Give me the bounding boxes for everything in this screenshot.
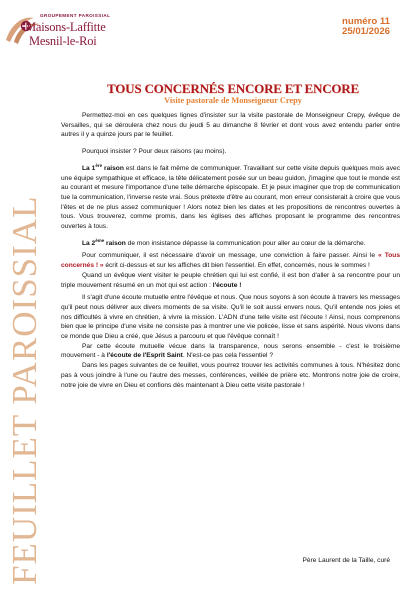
article-body <box>61 111 400 390</box>
issue-date: 25/01/2026 <box>341 26 390 37</box>
issue-number: numéro 11 <box>342 16 390 27</box>
paragraph-reason-two: La 2ème raison de mon insistance dépasse la communication pour aller au cœur de la démarche. <box>82 237 366 247</box>
parish-logo <box>4 6 112 70</box>
paragraph-intro: Permettez-moi en ces quelques lignes d'insister sur la visite pastorale de Monseigneur Crepy, évêque de Versailles, qui se déroulera chez nous du jeudi 5 au dimanche 8 février et dont vous avez entendu parler entre autres il y a quinze jours par le feuillet. <box>61 112 400 139</box>
article-subtitle: Visite pastorale de Monseigneur Crepy <box>164 96 302 105</box>
paragraph-why: Pourquoi insister ? Pour deux raisons (au moins). <box>82 148 227 156</box>
parish-name-line2: Mesnil-le-Roi <box>29 34 97 48</box>
paragraph-message: Pour communiquer, il est nécessaire d'avoir un message, une conviction à faire passer. Ainsi le « Tous concernés ! » écrit ci-dessus et sur les affiches dit bien l'essentiel. En effet, concernés, nous le sommes ! <box>61 252 400 270</box>
highlight-tous-concernes: « Tous concernés ! » <box>61 252 400 270</box>
issue-info <box>342 17 390 37</box>
paragraph-holy-spirit: Par cette écoute mutuelle vécue dans la transparence, nous serons ensemble - c'est le troisième mouvement - à l'écoute de l'Esprit Saint. N'est-ce pas cela l'essentiel ? <box>61 342 400 360</box>
vertical-title: FEUILLET PAROISSIAL <box>5 195 44 585</box>
paragraph-reason-one: La 1ère raison est dans le fait même de communiquer. Travaillant sur cette visite depuis quelques mois avec une équipe sympathique et efficace, la tête délicatement posée sur un beau guidon, j'imagine que tout le monde est au courant et mesure l'importance d'une telle démarche épiscopale. Et je peux imaginer que trop de communication tue la communication, l'inverse reste vrai. Sous prétexte d'être au courant, mon erreur consisterait à croire que vous l'êtes et de ne plus assez communiquer ! Alors notez bien les dates et les propositions de rencontres ouvertes à tous. Vous trouverez, comme promis, dans les églises des affiches proposant le programme des rencontres ouvertes à tous. <box>61 162 400 231</box>
parish-name-line1: Maisons-Laffitte <box>25 20 106 34</box>
group-label: GROUPEMENT PAROISSIAL <box>40 13 111 18</box>
paragraph-mutual-listening: Il s'agit d'une écoute mutuelle entre l'évêque et nous. Que nous soyons à son écoute à travers les messages qu'il peut nous délivrer aux divers moments de sa visite. Qu'il le soit aussi envers nous. Qu'il entende nos joies et nos difficultés à vivre en chrétien, à vivre la mission. L'ADN d'une telle visite est l'écoute ! Ainsi, nous comprenons bien que le principe d'une visite ne consiste pas à montrer une vie policée, lisse et sans aspérité. Nous vivons dans ce monde que Dieu a créé, que Jésus a parcouru et que l'évêque connaît ! <box>61 294 400 341</box>
side-band <box>0 0 44 595</box>
paragraph-activities: Dans les pages suivantes de ce feuillet, vous pourrez trouver les activités communes à tous. N'hésitez donc pas à vous joindre à l'une ou l'autre des messes, conférences, veillée de prière etc. Montrons notre joie de croire, notre joie de vivre en Dieu et confions dès maintenant à Dieu cette visite pastorale ! <box>61 362 400 389</box>
signature: Père Laurent de la Taille, curé <box>302 557 390 564</box>
article-title: TOUS CONCERNÉS ENCORE ET ENCORE <box>107 81 359 96</box>
paragraph-listening: Quand un évêque vient visiter le peuple chrétien qui lui est confié, il est bon d'aller à sa rencontre pour un triple mouvement résumé en un mot qui est action : l'écoute ! <box>61 271 400 289</box>
